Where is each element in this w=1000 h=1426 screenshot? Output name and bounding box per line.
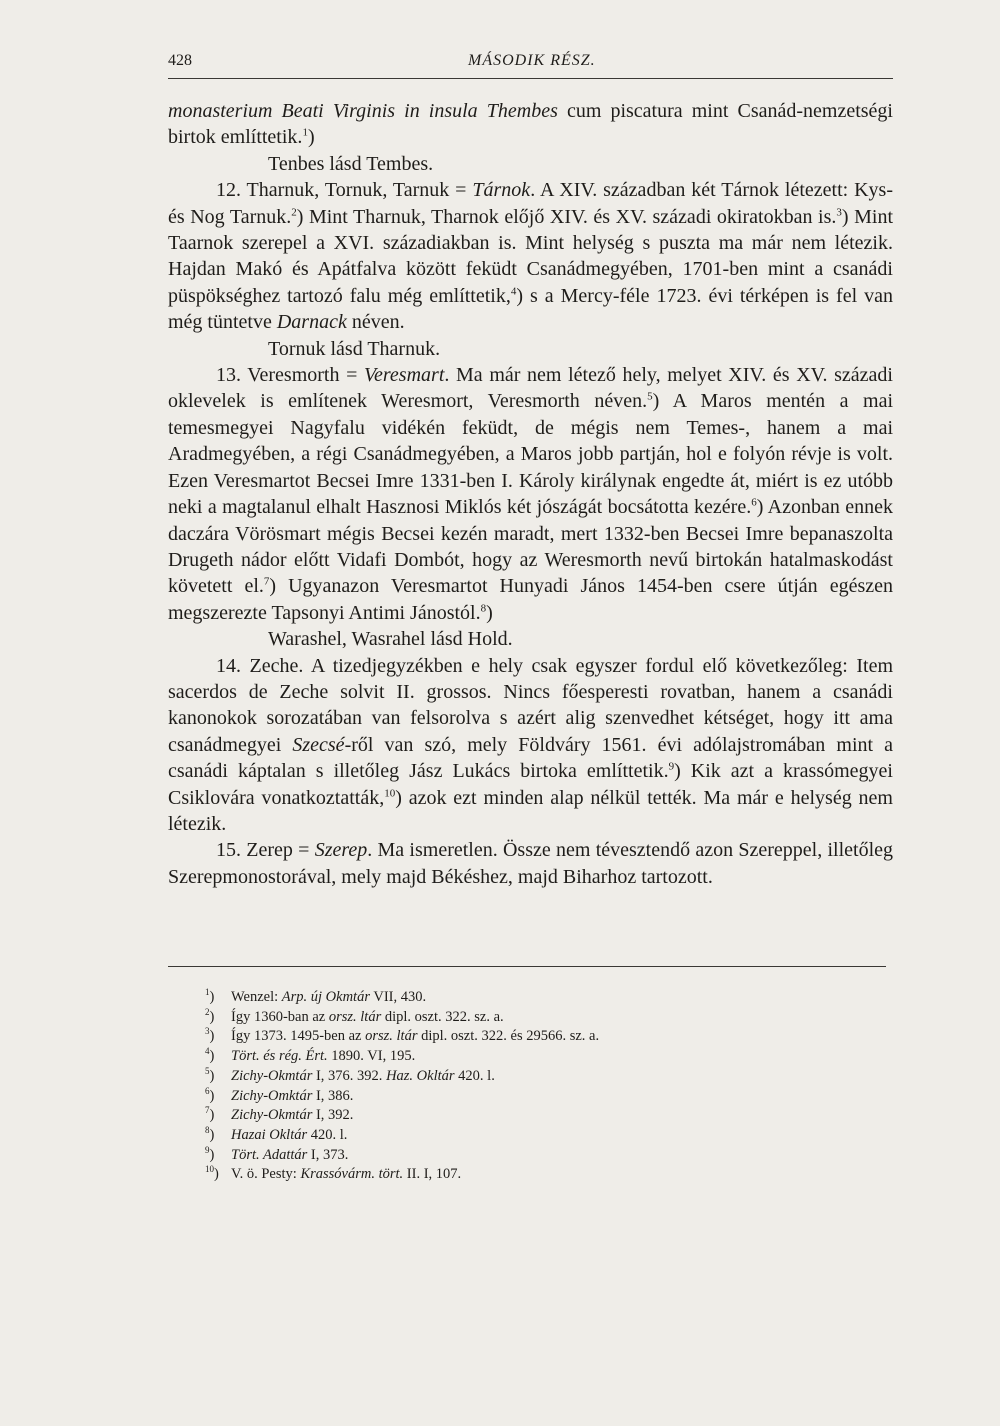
header-rule — [168, 78, 893, 79]
footnote-number: 7 — [205, 1105, 210, 1116]
footnote-ref: 8 — [480, 602, 487, 615]
page-number: 428 — [168, 52, 192, 69]
footnote-ref: 2 — [291, 205, 297, 218]
footnote: $^7$) Zichy-Okmtár I, 392. — [205, 1105, 354, 1124]
footnote-ref: 7 — [263, 575, 270, 588]
footnote-ref: 9 — [668, 760, 675, 773]
footnotes — [205, 988, 855, 1185]
footnote-number: 1 — [205, 987, 210, 998]
cross-reference-tenbes: Tenbes lásd Tembes. — [268, 152, 434, 175]
footnote-ref: 4 — [510, 285, 517, 298]
footnote-number: 10 — [205, 1164, 214, 1175]
footnote: $^3$) Így 1373. 1495-ben az orsz. ltár dipl. oszt. 322. és 29566. sz. a. — [205, 1026, 600, 1045]
footnote-separator — [168, 966, 886, 967]
footnote-number: 8 — [205, 1125, 210, 1136]
main-text — [168, 98, 893, 890]
footnote-number: 4 — [205, 1046, 210, 1057]
footnote-ref: 5 — [647, 390, 653, 403]
footnote-ref: 10 — [384, 786, 396, 799]
cross-reference-warashel: Warashel, Wasrahel lásd Hold. — [268, 628, 513, 651]
running-title: MÁSODIK RÉSZ. — [468, 52, 596, 69]
footnote-ref: 1 — [302, 126, 308, 139]
footnote-number: 9 — [205, 1144, 210, 1155]
footnote-number: 2 — [205, 1006, 210, 1017]
footnote: $^2$) Így 1360-ban az orsz. ltár dipl. oszt. 322. sz. a. — [205, 1006, 504, 1025]
footnote: $^1$) Wenzel: Arp. új Okmtár VII, 430. — [205, 987, 427, 1005]
entry-12-tharnuk: 12. Tharnuk, Tornuk, Tarnuk = Tárnok. A XIV. században két Tárnok létezett: Kys- és Nog Tarnuk.$^2$) Mint Tharnuk, Tharnok előjő XIV. és XV. századi okiratokban is.$^3$) Mint Taarnok szerepel a XVI. századiakban is. Mint helység s puszta ma már nem létezik. Hajdan Makó és Apátfalva között feküdt Csanádmegyében, 1701-ben mint a csanádi püspökséghez tartozó falu még említtetik,$^4$) s a Mercy-féle 1723. évi térképen is fel van még tüntetve Darnack néven. — [168, 179, 893, 334]
footnote-number: 3 — [205, 1026, 210, 1037]
entry-14-zeche: 14. Zeche. A tizedjegyzékben e hely csak egyszer fordul elő következőleg: Item sacerdos de Zeche solvit II. grossos. Nincs főesperesti rovatban, hanem a csanádi kanonokok sorozatában van felsorolva s azért alig szenvedhet kétséget, hogy itt ama csanádmegyei Szecsé-ről van szó, mely Földváry 1561. évi adólajstromában mint a csanádi káptalan s illetőleg Jász Lukács birtoka említtetik.$^9$) Kik azt a krassómegyei Csiklovára vonatkoztatták,$^{10}$) azok ezt minden alap nélkül tették. Ma már e helység nem létezik. — [168, 654, 894, 835]
footnote: $^5$) Zichy-Okmtár I, 376. 392. Haz. Okltár 420. l. — [205, 1065, 495, 1084]
footnote-ref: 6 — [751, 496, 757, 509]
entry-15-zerep: 15. Zerep = Szerep. Ma ismeretlen. Össze nem tévesztendő azon Szereppel, illetőleg Szerepmonostorával, mely majd Békéshez, majd Biharhoz tartozott. — [168, 839, 894, 888]
paragraph-monasterium: monasterium Beati Virginis in insula Thembes cum piscatura mint Csanád-nemzetségi birtok említtetik.$^1$) — [168, 100, 893, 149]
footnote-number: 5 — [205, 1065, 210, 1076]
footnote: $^9$) Tört. Adattár I, 373. — [205, 1144, 349, 1163]
footnote: $^8$) Hazai Okltár 420. l. — [205, 1125, 348, 1143]
entry-13-veresmorth: 13. Veresmorth = Veresmart. Ma már nem létező hely, melyet XIV. és XV. századi oklevelek is említenek Weresmort, Veresmorth néven.$^5$) A Maros mentén a mai temesmegyei Nagyfalu vidékén feküdt, de mégis nem Temes-, hanem a mai Aradmegyében, a régi Csanádmegyében, a Maros jobb partján, hol e folyón révje is volt. Ezen Veresmartot Becsei Imre 1331-ben I. Károly királynak engedte át, miért is ez utóbb neki a magtalanul elhalt Hasznosi Miklós két jószágát bocsátotta kezére.$^6$) Azonban ennek daczára Vörösmart mégis Becsei kezén maradt, mert 1332-ben Becsei Imre bepanaszolta Drugeth nádor előtt Vidafi Dombót, hogy az Weresmorth nevű birtokán hatalmaskodást követett el.$^7$) Ugyanazon Veresmartot Hunyadi János 1454-ben csere útján egészen megszerezte Tapsonyi Antimi Jánostól.$^8$) — [168, 364, 894, 624]
footnote: $^4$) Tört. és rég. Ért. 1890. VI, 195. — [205, 1046, 416, 1065]
footnote-number: 6 — [205, 1085, 210, 1096]
footnote: $^{10}$) V. ö. Pesty: Krassóvárm. tört. II. I, 107. — [205, 1164, 462, 1183]
footnote-ref: 3 — [836, 205, 842, 218]
page-header — [168, 52, 893, 82]
footnote: $^6$) Zichy-Omktár I, 386. — [205, 1085, 354, 1104]
cross-reference-tornuk: Tornuk lásd Tharnuk. — [268, 337, 441, 360]
